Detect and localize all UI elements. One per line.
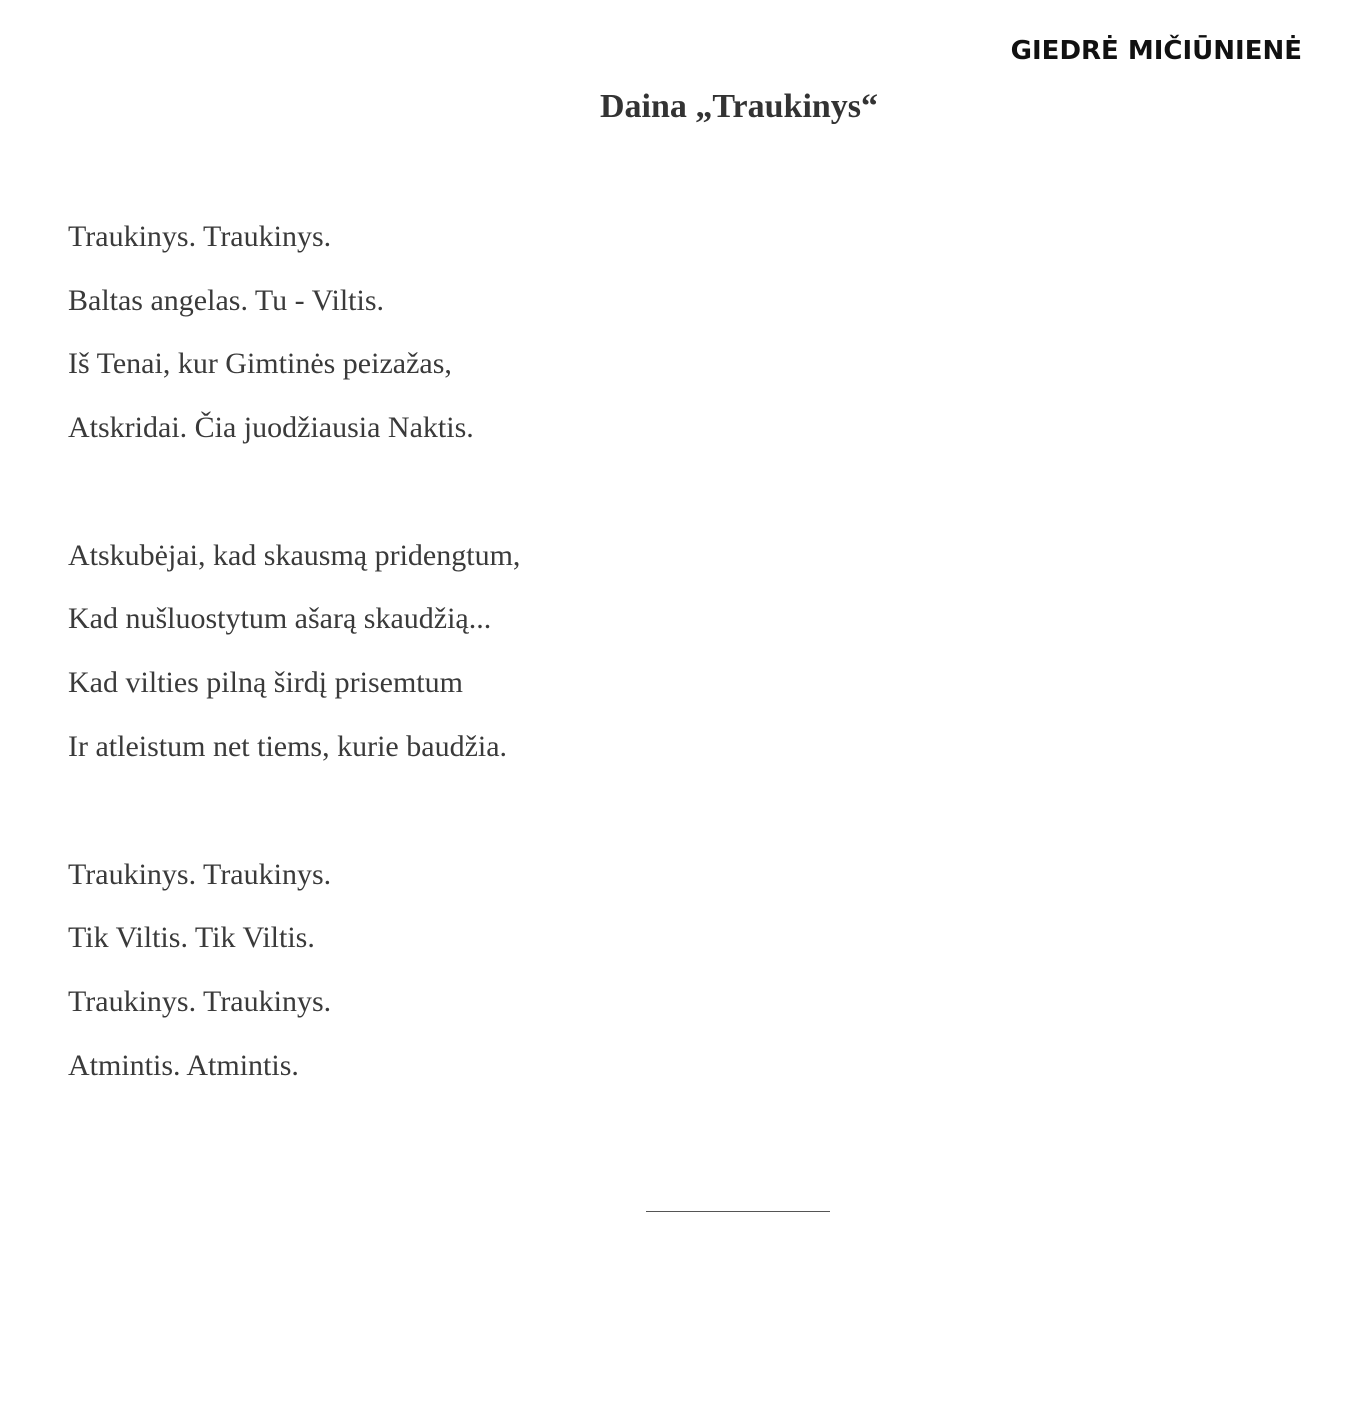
poem-line: Kad nušluostytum ašarą skaudžią... — [68, 602, 492, 636]
poem-line: Baltas angelas. Tu - Viltis. — [68, 283, 384, 317]
poem-line: Tik Viltis. Tik Viltis. — [68, 921, 315, 955]
page-title: Daina „Traukinys“ — [599, 88, 879, 125]
poem-line: Atskubėjai, kad skausmą pridengtum, — [68, 538, 521, 572]
author-name: GIEDRĖ MIČIŪNIENĖ — [1010, 36, 1302, 66]
poem-line: Iš Tenai, kur Gimtinės peizažas, — [68, 347, 452, 381]
poem-line: Atmintis. Atmintis. — [68, 1048, 299, 1082]
poem-line: Kad vilties pilną širdį prisemtum — [68, 666, 463, 700]
poem-line: Traukinys. Traukinys. — [68, 857, 332, 891]
poem — [68, 214, 520, 1170]
stanza-1 — [68, 214, 520, 469]
poem-line: Ir atleistum net tiems, kurie baudžia. — [68, 729, 508, 763]
poem-line: Traukinys. Traukinys. — [68, 984, 332, 1018]
end-divider — [646, 1211, 830, 1212]
stanza-2 — [68, 533, 520, 788]
poem-line: Traukinys. Traukinys. — [68, 220, 332, 253]
stanza-3 — [68, 852, 520, 1107]
poem-line: Atskridai. Čia juodžiausia Naktis. — [68, 411, 474, 445]
